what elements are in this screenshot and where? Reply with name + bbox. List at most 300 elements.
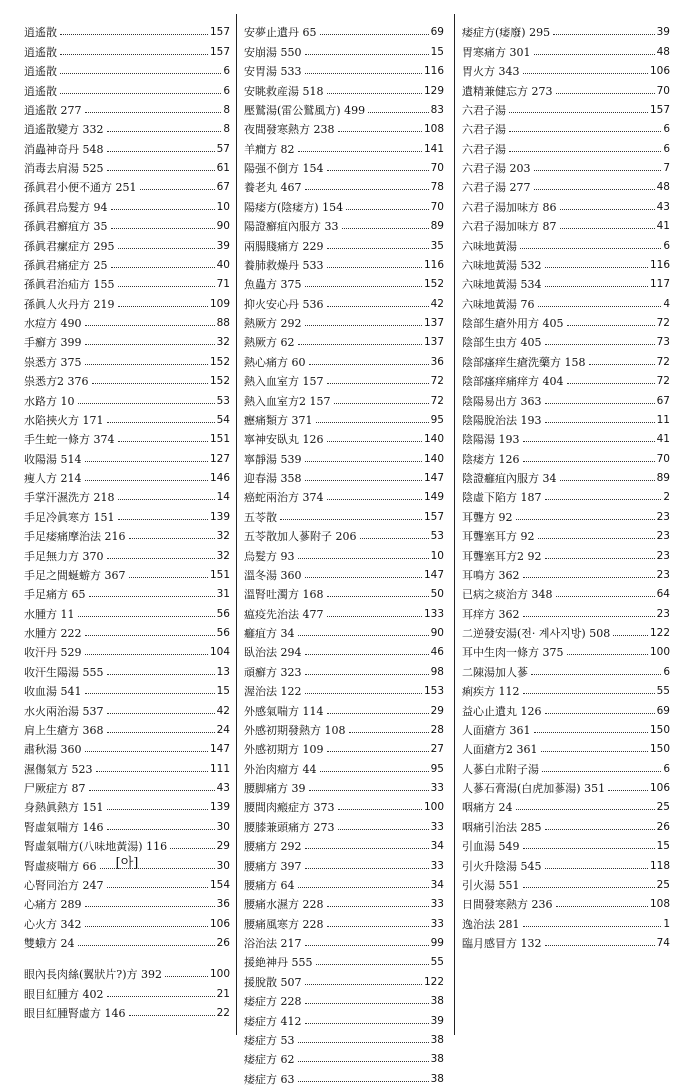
index-entry [244, 98, 444, 117]
dot-leader [327, 751, 429, 752]
index-entry [244, 466, 444, 485]
index-entry [24, 427, 230, 446]
entry-page-number: 90 [430, 627, 444, 639]
entry-page-number: 29 [216, 840, 230, 853]
dot-leader [107, 887, 208, 888]
index-entry [462, 291, 670, 310]
dot-leader [520, 248, 661, 249]
entry-name: 渥治法 122 [244, 685, 302, 699]
entry-page-number: 14 [216, 491, 230, 504]
entry-page-number: 6 [223, 84, 230, 97]
entry-page-number: 139 [209, 801, 230, 814]
entry-page-number: 48 [656, 181, 670, 194]
entry-name: 腰間肉瘢症方 373 [244, 801, 335, 815]
entry-page-number: 30 [216, 859, 230, 872]
dot-leader [534, 732, 648, 733]
index-entry [24, 291, 230, 310]
dot-leader [360, 538, 429, 539]
index-entry [244, 563, 444, 582]
entry-page-number: 100 [649, 646, 670, 659]
entry-page-number: 55 [430, 956, 444, 969]
entry-page-number: 6 [663, 762, 670, 775]
entry-name: 養老丸 467 [244, 181, 302, 195]
entry-name: 癧痛類方 371 [244, 413, 313, 427]
dot-leader [560, 209, 655, 210]
entry-page-number: 106 [649, 65, 670, 78]
index-entry [24, 272, 230, 291]
index-entry [244, 718, 444, 737]
entry-name: 陰陽湯 193 [462, 433, 520, 447]
entry-name: 陰痿方 126 [462, 452, 520, 466]
entry-page-number: 35 [430, 239, 444, 252]
entry-name: 孫眞人火丹方 219 [24, 297, 115, 311]
index-entry [244, 698, 444, 717]
index-entry [24, 834, 230, 853]
entry-page-number: 53 [430, 530, 444, 543]
index-entry [462, 659, 670, 678]
entry-page-number: 108 [649, 898, 670, 911]
entry-name: 陰部瘙痒痛痒方 404 [462, 375, 564, 389]
entry-page-number: 36 [216, 898, 230, 911]
dot-leader [316, 422, 429, 423]
entry-name: 外感初期發熱方 108 [244, 723, 346, 737]
entry-name: 六君子湯 [462, 103, 506, 117]
column-divider [236, 14, 237, 1035]
entry-name: 羊癎方 82 [244, 142, 295, 156]
dot-leader [305, 1023, 429, 1024]
entry-name: 身熱眞熱方 151 [24, 801, 104, 815]
dot-leader [560, 480, 655, 481]
index-entry [462, 253, 670, 272]
entry-name: 陰陽易出方 363 [462, 394, 542, 408]
dot-leader [129, 577, 208, 578]
entry-page-number: 10 [430, 549, 444, 562]
entry-name: 援絶神丹 555 [244, 956, 313, 970]
entry-page-number: 32 [216, 336, 230, 349]
index-entry [462, 756, 670, 775]
index-entry [462, 98, 670, 117]
entry-page-number: 53 [216, 394, 230, 407]
index-entry [24, 330, 230, 349]
index-entry [462, 621, 670, 640]
entry-page-number: 30 [216, 820, 230, 833]
entry-page-number: 2 [663, 491, 670, 504]
dot-leader [589, 364, 655, 365]
entry-page-number: 152 [209, 355, 230, 368]
entry-name: 水火兩治湯 537 [24, 704, 104, 718]
dot-leader [85, 112, 222, 113]
entry-name: 外感初期方 109 [244, 743, 324, 757]
index-entry [244, 1066, 444, 1085]
entry-name: 腎虛痰喘方 66 [24, 859, 97, 873]
index-entry [462, 795, 670, 814]
index-entry [24, 504, 230, 523]
entry-name: 祟悉方2 376 [24, 375, 89, 389]
entry-name: 浴治法 217 [244, 937, 302, 950]
entry-name: 益心止遺丸 126 [462, 704, 542, 718]
entry-page-number: 69 [430, 26, 444, 39]
dot-leader [89, 596, 215, 597]
entry-name: 六君子湯 277 [462, 181, 531, 195]
entry-name: 眼目紅腫方 402 [24, 987, 104, 1001]
index-entry [24, 737, 230, 756]
entry-page-number: 72 [430, 394, 444, 407]
index-entry [244, 388, 444, 407]
dot-leader [118, 248, 215, 249]
entry-name: 耳聾塞耳方2 92 [462, 549, 542, 563]
entry-name: 陰部瘙痒生瘡洗藥方 158 [462, 355, 586, 369]
dot-leader [85, 325, 215, 326]
index-entry [244, 156, 444, 175]
entry-page-number: 118 [649, 859, 670, 872]
index-entry [244, 253, 444, 272]
dot-leader [170, 848, 215, 849]
dot-leader [85, 906, 215, 907]
dot-leader [118, 519, 208, 520]
dot-leader [327, 906, 429, 907]
index-entry [244, 446, 444, 465]
index-entry [462, 698, 670, 717]
entry-name: 逍遙散 [24, 84, 57, 98]
entry-name: 水痘方 490 [24, 317, 82, 330]
entry-page-number: 57 [216, 142, 230, 155]
entry-name: 逍遙散變方 332 [24, 123, 104, 137]
entry-name: 消蟲神奇丹 548 [24, 142, 104, 156]
entry-page-number: 29 [430, 704, 444, 717]
dot-leader [368, 112, 429, 113]
index-entry [24, 59, 230, 78]
dot-leader [298, 1061, 429, 1062]
entry-name: 手足之間蜒蝣方 367 [24, 568, 126, 582]
entry-name: 手生蛇一條方 374 [24, 433, 115, 447]
entry-page-number: 104 [209, 646, 230, 659]
entry-page-number: 23 [656, 607, 670, 620]
entry-name: 六味地黃湯 76 [462, 297, 535, 311]
entry-name: 耳痒方 362 [462, 607, 520, 621]
index-entry [24, 601, 230, 620]
index-entry [462, 601, 670, 620]
index-entry [462, 524, 670, 543]
entry-name: 肅秋湯 360 [24, 743, 82, 757]
entry-name: 痿症方 228 [244, 995, 302, 1009]
dot-leader [107, 674, 215, 675]
entry-name: 人蔘石膏湯(白虎加蔘湯) 351 [462, 782, 606, 795]
dot-leader [107, 422, 215, 423]
entry-name: 肩上生瘡方 368 [24, 723, 104, 737]
dot-leader [567, 325, 655, 326]
index-entry [24, 698, 230, 717]
entry-name: 頑癬方 323 [244, 665, 302, 679]
entry-name: 抑火安心丹 536 [244, 297, 324, 311]
dot-leader [107, 151, 215, 152]
entry-page-number: 89 [656, 472, 670, 484]
entry-name: 痿症方(痿廢) 295 [462, 26, 551, 40]
index-entry [244, 737, 444, 756]
dot-leader [107, 131, 222, 132]
entry-name: 痿症方 63 [244, 1072, 295, 1086]
entry-name: 逍遙散 277 [24, 103, 82, 117]
dot-leader [85, 480, 208, 481]
dot-leader [60, 54, 208, 55]
entry-name: 魚蟲方 375 [244, 278, 302, 292]
index-entry [462, 892, 670, 911]
entry-name: 咽痛方 24 [462, 801, 513, 815]
entry-page-number: 149 [423, 491, 444, 504]
dot-leader [316, 964, 429, 965]
dot-leader [107, 996, 215, 997]
entry-page-number: 137 [423, 317, 444, 329]
entry-name: 人面瘡方 361 [462, 723, 531, 737]
entry-name: 五苓散加人蔘附子 206 [244, 530, 357, 544]
dot-leader [327, 383, 429, 384]
index-entry [462, 214, 670, 233]
index-entry [462, 156, 670, 175]
dot-leader [338, 829, 429, 830]
entry-name: 臨月感冒方 132 [462, 937, 542, 950]
dot-leader [107, 732, 215, 733]
entry-name: 水路方 10 [24, 394, 75, 408]
entry-page-number: 140 [423, 452, 444, 465]
index-entry [24, 795, 230, 814]
entry-name: 痿症方 62 [244, 1053, 295, 1067]
dot-leader [111, 209, 215, 210]
dot-leader [298, 344, 422, 345]
index-entry [244, 892, 444, 911]
dot-leader [107, 809, 208, 810]
entry-page-number: 157 [209, 26, 230, 39]
entry-name: 兩腸賤痛方 229 [244, 239, 324, 253]
entry-name: 陰證癰疽內服方 34 [462, 472, 557, 485]
dot-leader [545, 403, 655, 404]
entry-page-number: 42 [430, 297, 444, 310]
entry-page-number: 72 [656, 375, 670, 388]
entry-page-number: 129 [423, 84, 444, 97]
entry-name: 眼目紅腫腎虛方 146 [24, 1007, 126, 1021]
entry-name: 陰部生虫方 405 [462, 336, 542, 350]
index-entry [24, 1001, 230, 1020]
entry-name: 痢疾方 112 [462, 685, 520, 699]
entry-page-number: 150 [649, 743, 670, 756]
entry-name: 祟悉方 375 [24, 355, 82, 369]
dot-leader [545, 267, 648, 268]
dot-leader [85, 693, 215, 694]
index-entry [462, 504, 670, 523]
index-entry [244, 1028, 444, 1047]
entry-page-number: 90 [216, 220, 230, 233]
index-entry [244, 369, 444, 388]
dot-leader [327, 713, 429, 714]
entry-page-number: 61 [216, 162, 230, 174]
entry-name: 手足無力方 370 [24, 549, 104, 563]
index-entry [24, 388, 230, 407]
index-entry [462, 136, 670, 155]
dot-leader [305, 189, 429, 190]
dot-leader [545, 344, 655, 345]
entry-name: 癰疽方 34 [244, 627, 295, 640]
entry-page-number: 38 [430, 1072, 444, 1085]
entry-page-number: 116 [423, 258, 444, 271]
entry-page-number: 31 [216, 588, 230, 601]
entry-name: 孫眞君治疝方 155 [24, 278, 115, 292]
index-entry [244, 911, 444, 930]
entry-name: 壓鷲湯(雷公鷲風方) 499 [244, 103, 366, 117]
entry-page-number: 95 [430, 762, 444, 775]
dot-leader [85, 654, 208, 655]
entry-page-number: 100 [209, 968, 230, 981]
index-entry [244, 621, 444, 640]
dot-leader [96, 771, 208, 772]
entry-page-number: 43 [216, 782, 230, 794]
entry-name: 腎虛氣喘方 146 [24, 820, 104, 834]
index-entry [244, 524, 444, 543]
entry-name: 陰虛下陷方 187 [462, 491, 542, 505]
dot-leader [129, 538, 215, 539]
dot-leader [534, 54, 655, 55]
entry-name: 手足冷眞寒方 151 [24, 510, 115, 524]
index-entry [462, 349, 670, 368]
dot-leader [107, 829, 215, 830]
index-entry [244, 117, 444, 136]
dot-leader [85, 635, 215, 636]
entry-name: 逸治法 281 [462, 917, 520, 931]
section-entries [24, 962, 230, 1020]
dot-leader [305, 848, 429, 849]
entry-page-number: 23 [656, 568, 670, 581]
entry-page-number: 25 [656, 878, 670, 891]
index-entry [24, 911, 230, 930]
entry-name: 濕傷氣方 523 [24, 762, 93, 776]
entry-page-number: 56 [216, 627, 230, 639]
index-entry [244, 582, 444, 601]
entry-page-number: 117 [649, 278, 670, 291]
entry-name: 眼內長肉絲(翼狀片?)方 392 [24, 968, 162, 982]
dot-leader [60, 93, 221, 94]
index-entry [244, 543, 444, 562]
index-entry [462, 369, 670, 388]
dot-leader [107, 713, 215, 714]
dot-leader [298, 151, 422, 152]
entry-name: 心腎同治方 247 [24, 878, 104, 892]
dot-leader [523, 441, 655, 442]
entry-page-number: 70 [656, 84, 670, 97]
entry-page-number: 67 [656, 394, 670, 407]
index-entry [24, 756, 230, 775]
index-entry [24, 117, 230, 136]
entry-page-number: 22 [216, 1007, 230, 1020]
dot-leader [89, 790, 215, 791]
entry-name: 胃寒痛方 301 [462, 45, 531, 59]
entry-page-number: 88 [216, 317, 230, 329]
entry-page-number: 69 [656, 704, 670, 717]
entry-name: 耳聾塞耳方 92 [462, 530, 535, 544]
entry-page-number: 42 [216, 704, 230, 717]
index-entry [462, 834, 670, 853]
dot-leader [305, 461, 422, 462]
entry-name: 腎虛氣喘方(八味地黃湯) 116 [24, 840, 168, 854]
entry-page-number: 8 [223, 123, 230, 136]
entry-name: 孫眞君痛症方 25 [24, 258, 108, 272]
index-entry [244, 39, 444, 58]
dot-leader [118, 286, 215, 287]
dot-leader [298, 887, 429, 888]
index-entry [24, 369, 230, 388]
index-entry [244, 78, 444, 97]
dot-leader [107, 558, 215, 559]
entry-name: 寧靜湯 539 [244, 452, 302, 466]
dot-leader [320, 34, 429, 35]
entry-name: 腰痛水濕方 228 [244, 898, 324, 912]
entry-page-number: 70 [656, 452, 670, 465]
dot-leader [85, 344, 215, 345]
dot-leader [85, 364, 208, 365]
dot-leader [280, 519, 422, 520]
entry-name: 陰陽脫治法 193 [462, 413, 542, 427]
index-entry [244, 873, 444, 892]
dot-leader [538, 306, 662, 307]
index-entry [244, 194, 444, 213]
entry-page-number: 6 [223, 65, 230, 78]
dot-leader [545, 422, 655, 423]
entry-name: 耳中生肉一條方 375 [462, 646, 564, 660]
entry-page-number: 46 [430, 646, 444, 659]
dot-leader [298, 1042, 429, 1043]
index-entry [462, 311, 670, 330]
dot-leader [338, 131, 422, 132]
entry-page-number: 111 [209, 762, 230, 775]
dot-leader [305, 286, 422, 287]
index-entry [462, 466, 670, 485]
index-entry [244, 814, 444, 833]
entry-page-number: 39 [656, 26, 670, 39]
entry-page-number: 152 [423, 278, 444, 291]
index-entry [244, 175, 444, 194]
dot-leader [509, 131, 661, 132]
entry-page-number: 32 [216, 549, 230, 562]
dot-leader [545, 945, 655, 946]
entry-name: 手癬方 399 [24, 336, 82, 350]
entry-page-number: 72 [656, 355, 670, 368]
dot-leader [298, 635, 429, 636]
dot-leader [309, 364, 429, 365]
entry-name: 熱厥方 292 [244, 317, 302, 330]
dot-leader [298, 1081, 429, 1082]
index-entry [462, 776, 670, 795]
dot-leader [305, 693, 422, 694]
dot-leader [305, 654, 429, 655]
entry-name: 溫冬湯 360 [244, 568, 302, 582]
index-entry [244, 679, 444, 698]
entry-name: 陰部生瘡外用方 405 [462, 317, 564, 330]
dot-leader [118, 306, 208, 307]
dot-leader [85, 926, 208, 927]
index-entry [24, 349, 230, 368]
index-entry [244, 330, 444, 349]
index-entry [462, 543, 670, 562]
entry-name: 外治肉瘤方 44 [244, 762, 317, 776]
entry-name: 逍遙散 [24, 45, 57, 59]
entry-name: 水腫方 222 [24, 627, 82, 640]
dot-leader [85, 461, 208, 462]
dot-leader [305, 868, 429, 869]
index-entry [244, 408, 444, 427]
entry-name: 六君子湯 [462, 142, 506, 156]
dot-leader [111, 267, 215, 268]
dot-leader [305, 1003, 429, 1004]
index-entry [244, 969, 444, 988]
index-entry [24, 543, 230, 562]
dot-leader [608, 790, 648, 791]
entry-name: 尸厥症方 87 [24, 782, 86, 795]
